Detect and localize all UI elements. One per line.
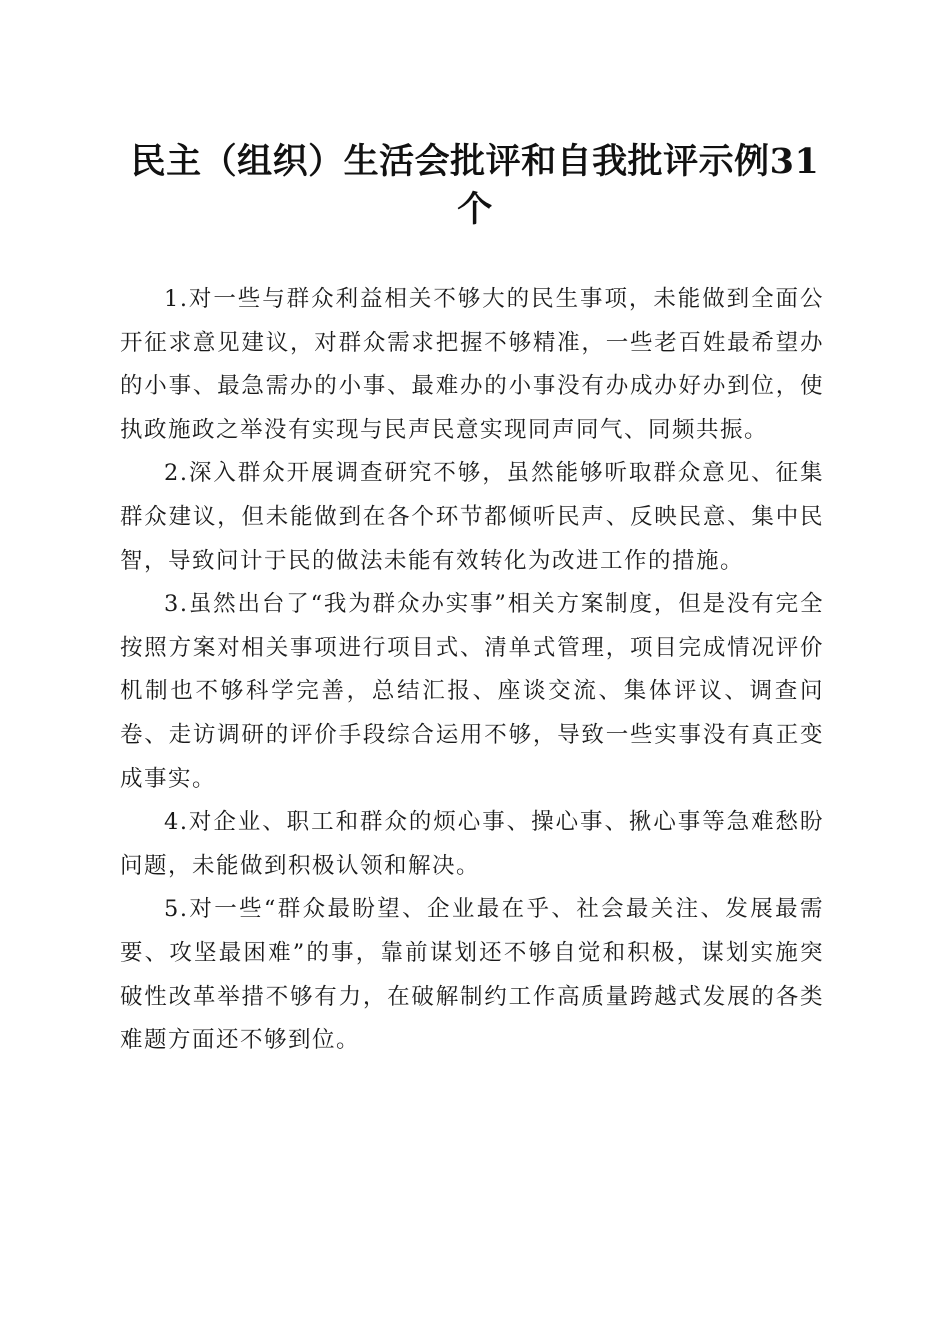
document-body <box>120 278 824 1063</box>
document-title: 民主（组织）生活会批评和自我批评示例31个 <box>130 141 820 230</box>
paragraph-3: 3.虽然出台了“我为群众办实事”相关方案制度，但是没有完全按照方案对相关事项进行项目式、清单式管理，项目完成情况评价机制也不够科学完善，总结汇报、座谈交流、集体评议、调查问卷、走访调研的评价手段综合运用不够，导致一些实事没有真正变成事实。 <box>120 591 824 792</box>
paragraph-1: 1.对一些与群众利益相关不够大的民生事项，未能做到全面公开征求意见建议，对群众需求把握不够精准，一些老百姓最希望办的小事、最急需办的小事、最难办的小事没有办成办好办到位，使执政施政之举没有实现与民声民意实现同声同气、同频共振。 <box>120 286 824 443</box>
paragraph-5: 5.对一些“群众最盼望、企业最在乎、社会最关注、发展最需要、攻坚最困难”的事，靠前谋划还不够自觉和积极，谋划实施突破性改革举措不够有力，在破解制约工作高质量跨越式发展的各类难题方面还不够到位。 <box>120 896 824 1054</box>
paragraph-4: 4.对企业、职工和群众的烦心事、操心事、揪心事等急难愁盼问题，未能做到积极认领和解决。 <box>120 809 824 879</box>
paragraph-2: 2.深入群众开展调查研究不够，虽然能够听取群众意见、征集群众建议，但未能做到在各个环节都倾听民声、反映民意、集中民智，导致问计于民的做法未能有效转化为改进工作的措施。 <box>120 460 824 574</box>
